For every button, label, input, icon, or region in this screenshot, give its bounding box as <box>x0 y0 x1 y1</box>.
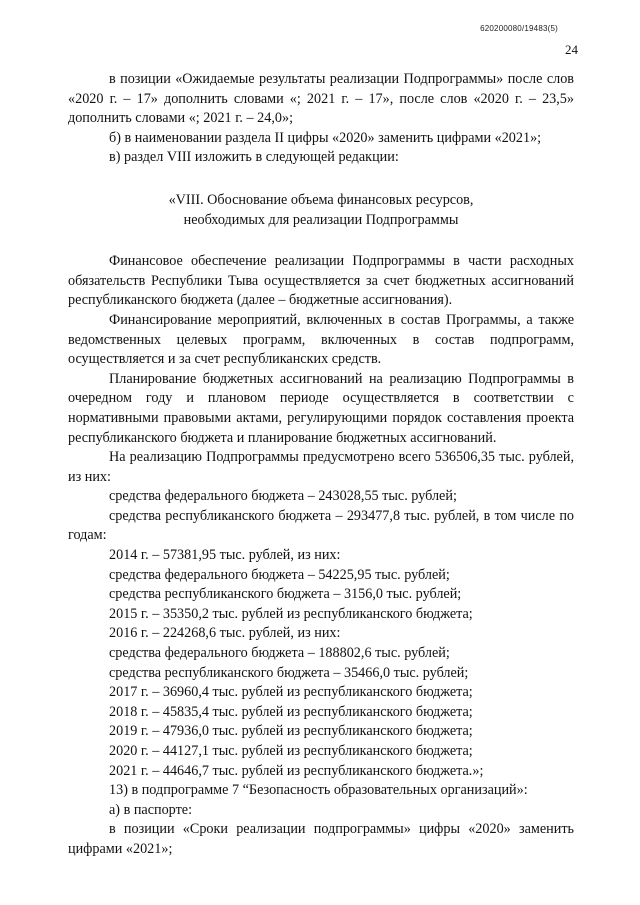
section-heading <box>68 191 574 230</box>
line-subprogram-7: 13) в подпрограмме 7 “Безопасность образовательных организаций»: <box>109 782 528 799</box>
line-2014-federal: средства федерального бюджета – 54225,95 тыс. рублей; <box>109 566 450 583</box>
line-2014-republican: средства республиканского бюджета – 3156,0 тыс. рублей; <box>109 586 462 603</box>
line-2020: 2020 г. – 44127,1 тыс. рублей из республиканского бюджета; <box>109 743 473 759</box>
section-heading-line-1: «VIII. Обоснование объема финансовых ресурсов, <box>168 191 474 208</box>
paragraph-budget-planning: Планирование бюджетных ассигнований на реализацию Подпрограммы в очередном году и плановом периоде осуществляется в соответствии с нормативными правовыми актами, регулирующими порядок составления проекта республиканского бюджета и планирование бюджетных ассигнований. <box>68 370 574 446</box>
line-2018: 2018 г. – 45835,4 тыс. рублей из республиканского бюджета; <box>109 703 473 720</box>
paragraph-expected-results: в позиции «Ожидаемые результаты реализации Подпрограммы» после слов «2020 г. – 17» дополнить словами «; 2021 г. – 17», после слов «2020 г. – 23,5» дополнить словами «; 2021 г. – 24,0»; <box>68 71 574 127</box>
paragraph-section-viii-intro: в) раздел VIII изложить в следующей редакции: <box>109 149 399 166</box>
paragraph-section-ii: б) в наименовании раздела II цифры «2020» заменить цифрами «2021»; <box>109 129 542 146</box>
page-number: 24 <box>565 42 578 57</box>
paragraph-total-funding: На реализацию Подпрограммы предусмотрено всего 536506,35 тыс. рублей, из них: <box>68 449 574 485</box>
line-2019: 2019 г. – 47936,0 тыс. рублей из республиканского бюджета; <box>109 723 473 740</box>
line-2015: 2015 г. – 35350,2 тыс. рублей из республиканского бюджета; <box>109 605 473 622</box>
document-body <box>68 70 574 860</box>
paragraph-republican-total: средства республиканского бюджета – 293477,8 тыс. рублей, в том числе по годам: <box>68 507 574 544</box>
line-federal-total: средства федерального бюджета – 243028,55 тыс. рублей; <box>109 488 457 505</box>
line-2016-republican: средства республиканского бюджета – 35466,0 тыс. рублей; <box>109 664 469 681</box>
line-2016-federal: средства федерального бюджета – 188802,6 тыс. рублей; <box>109 645 450 662</box>
line-passport: а) в паспорте: <box>109 801 193 818</box>
document-id: 620200080/19483(5) <box>480 24 558 33</box>
paragraph-financial-support: Финансовое обеспечение реализации Подпрограммы в части расходных обязательств Республики Тыва осуществляется за счет бюджетных ассигнований республиканского бюджета (далее – бюджетные ассигнования). <box>68 253 574 309</box>
line-2021: 2021 г. – 44646,7 тыс. рублей из республиканского бюджета.»; <box>109 762 484 779</box>
paragraph-implementation-period: в позиции «Сроки реализации подпрограммы» цифры «2020» заменить цифрами «2021»; <box>68 821 574 857</box>
line-2014-total: 2014 г. – 57381,95 тыс. рублей, из них: <box>109 547 341 564</box>
section-heading-line-2: необходимых для реализации Подпрограммы <box>183 211 459 228</box>
line-2017: 2017 г. – 36960,4 тыс. рублей из республиканского бюджета; <box>109 684 473 701</box>
paragraph-financing-activities: Финансирование мероприятий, включенных в состав Программы, а также ведомственных целевых программ, включенных в состав подпрограмм, осуществляется и за счет республиканских средств. <box>68 311 574 368</box>
line-2016-total: 2016 г. – 224268,6 тыс. рублей, из них: <box>109 625 341 642</box>
